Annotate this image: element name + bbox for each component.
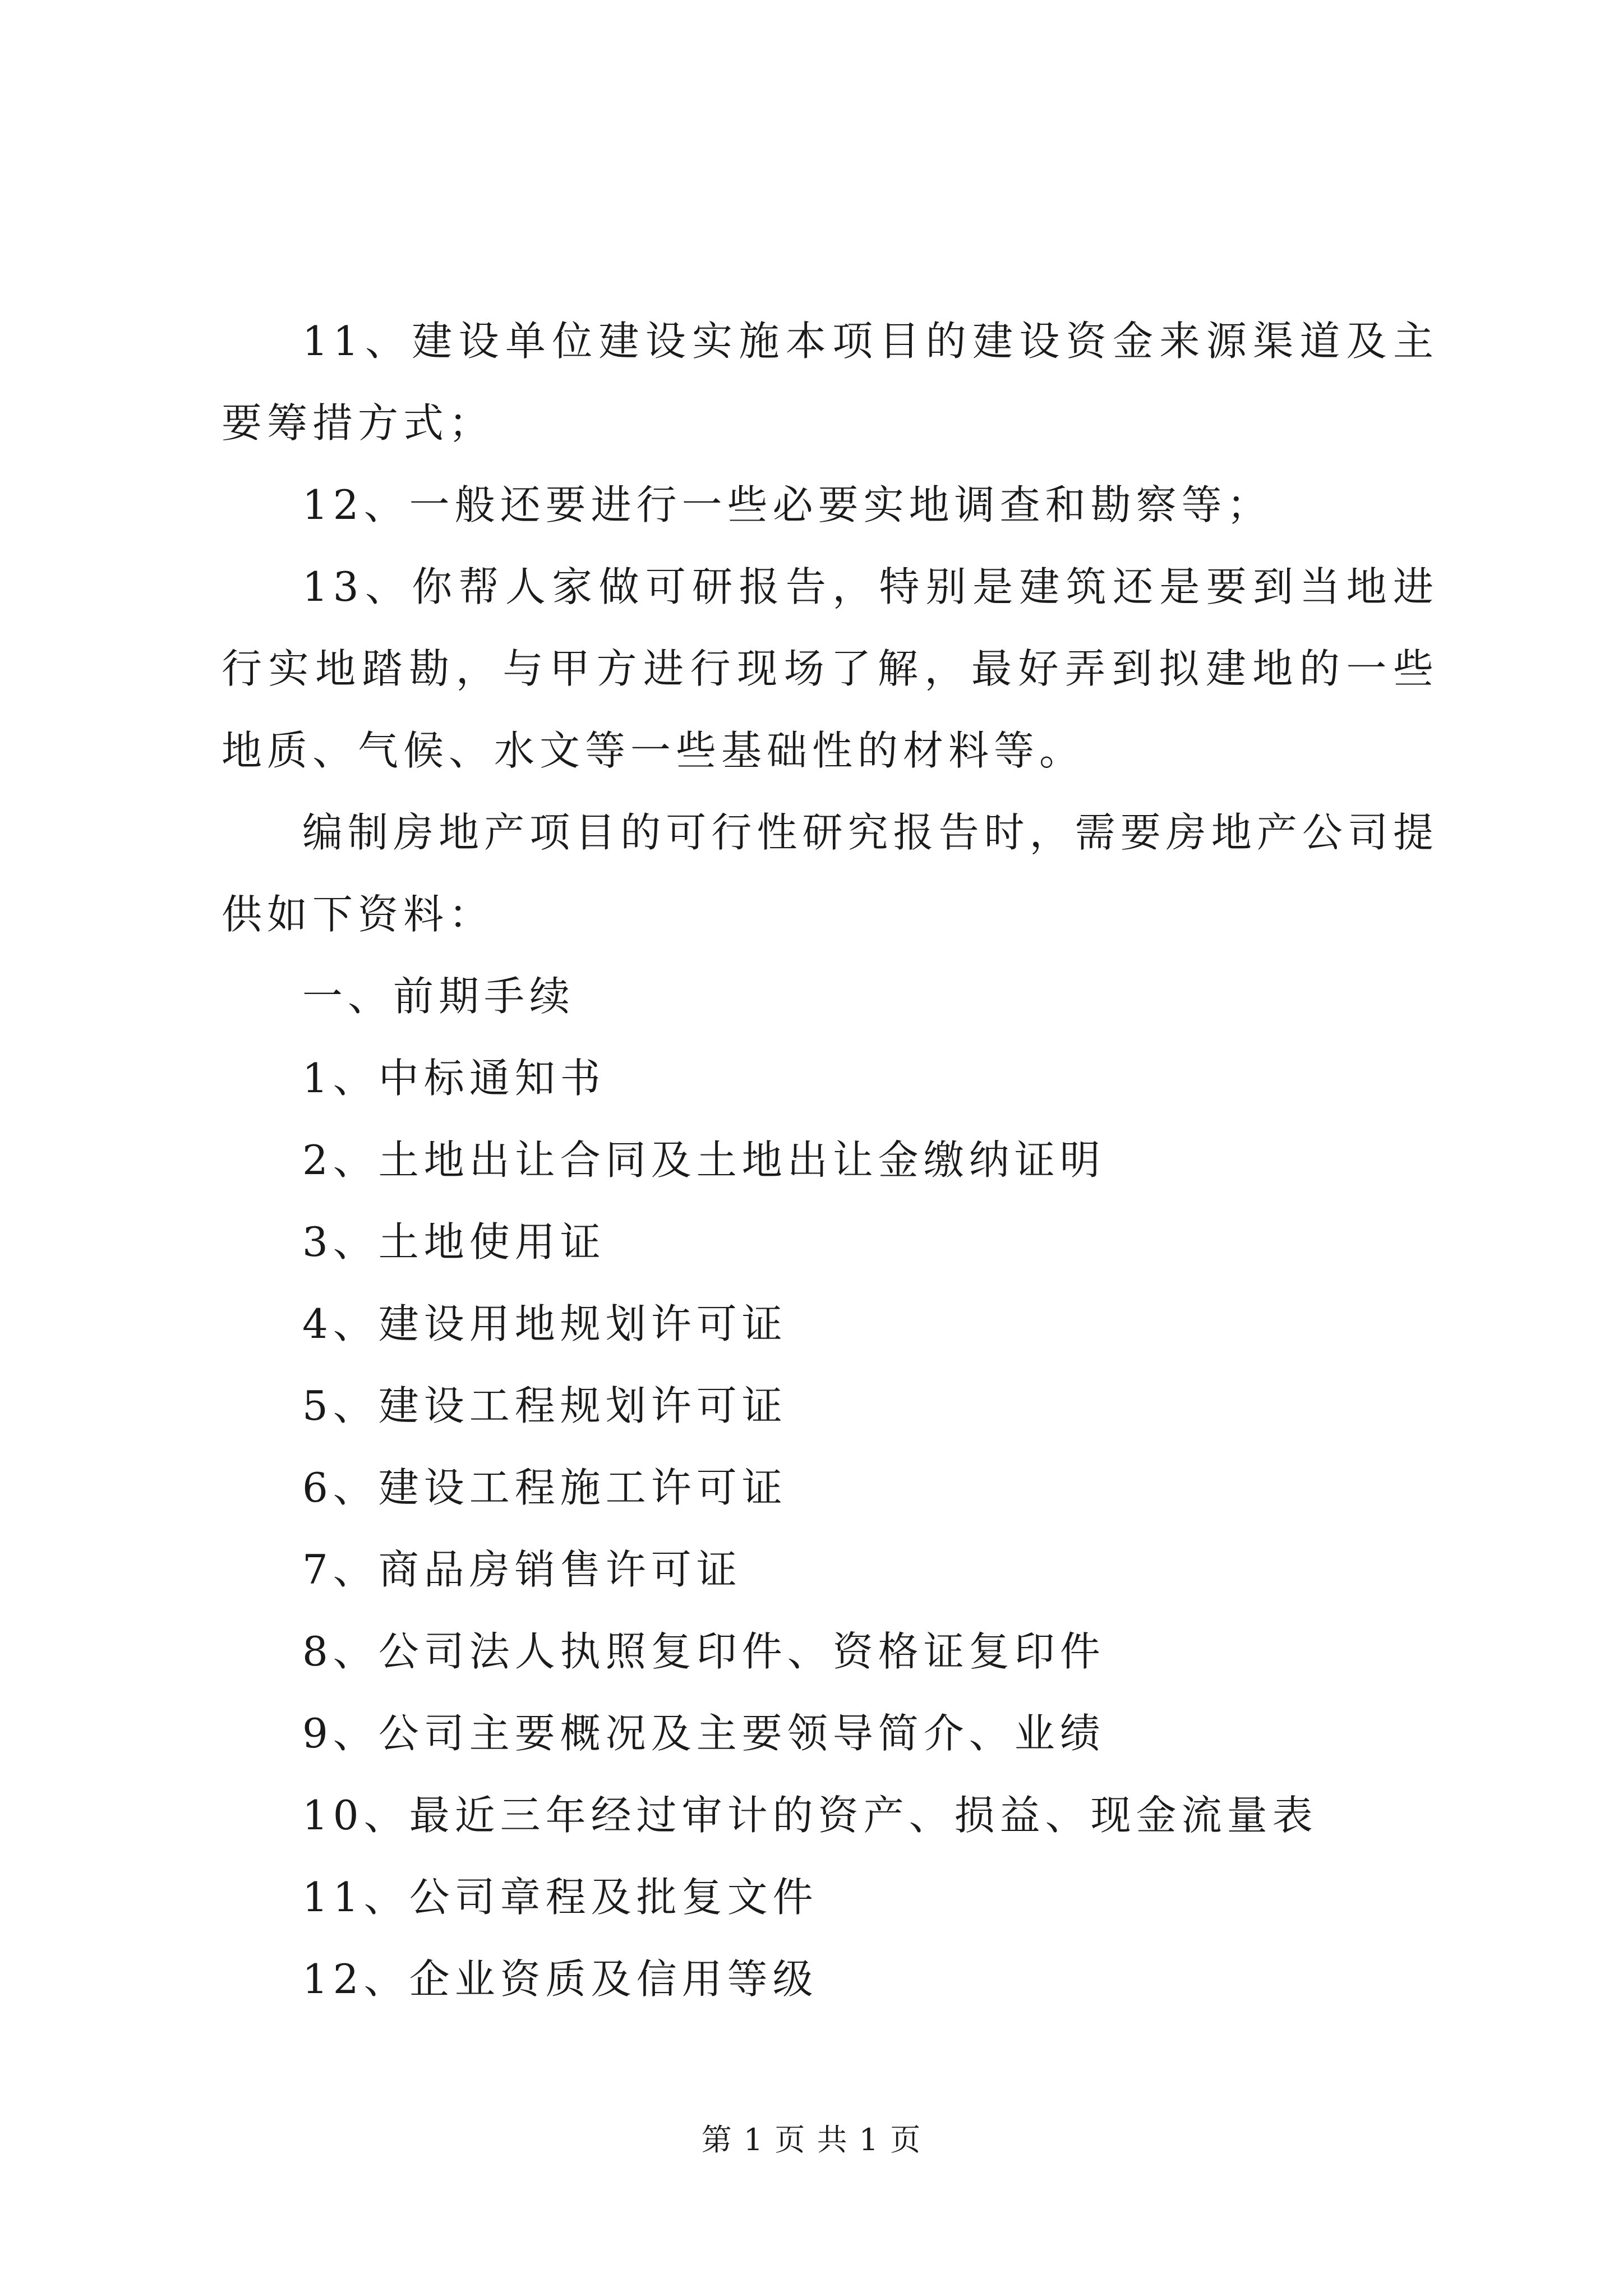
document-body <box>222 300 1438 2020</box>
section-heading-preliminary: 一、前期手续 <box>302 973 575 1020</box>
page-number-indicator: 第 1 页 共 1 页 <box>701 2122 922 2157</box>
list-item: 7、商品房销售许可证 <box>302 1546 742 1593</box>
paragraph-item-12-survey: 12、一般还要进行一些必要实地调查和勘察等； <box>302 481 1272 528</box>
paragraph-item-11-funding: 11、建设单位建设实施本项目的建设资金来源渠道及主要筹措方式； <box>222 318 1438 447</box>
list-item: 12、企业资质及信用等级 <box>302 1955 818 2003</box>
page-footer <box>0 2120 1623 2160</box>
list-item: 10、最近三年经过审计的资产、损益、现金流量表 <box>302 1792 1318 1839</box>
paragraph-intro-materials: 编制房地产项目的可行性研究报告时，需要房地产公司提供如下资料： <box>222 809 1438 938</box>
list-item: 2、土地出让合同及土地出让金缴纳证明 <box>302 1137 1105 1184</box>
list-item: 5、建设工程规划许可证 <box>302 1382 787 1429</box>
paragraph-item-13-site-visit: 13、你帮人家做可研报告，特别是建筑还是要到当地进行实地踏勘，与甲方进行现场了解，最好弄到拟建地的一些地质、气候、水文等一些基础性的材料等。 <box>222 563 1438 774</box>
list-item: 11、公司章程及批复文件 <box>302 1874 818 1921</box>
list-item: 9、公司主要概况及主要领导简介、业绩 <box>302 1710 1105 1757</box>
list-item: 3、土地使用证 <box>302 1218 606 1266</box>
list-item: 1、中标通知书 <box>302 1055 606 1102</box>
list-item: 8、公司法人执照复印件、资格证复印件 <box>302 1628 1105 1675</box>
list-item: 6、建设工程施工许可证 <box>302 1464 787 1511</box>
list-item: 4、建设用地规划许可证 <box>302 1300 787 1347</box>
